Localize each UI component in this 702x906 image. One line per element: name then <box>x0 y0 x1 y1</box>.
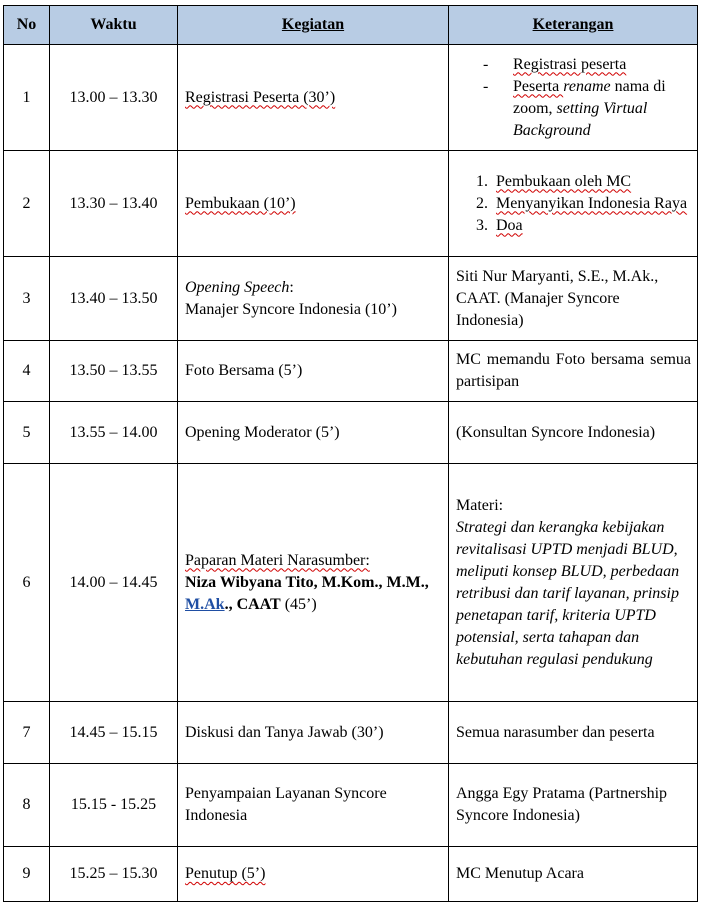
row-kegiatan: Opening Speech: Manajer Syncore Indonesia (10’) <box>178 257 449 341</box>
row-waktu: 13.00 – 13.30 <box>50 45 178 151</box>
row-waktu: 13.30 – 13.40 <box>50 151 178 257</box>
row-kegiatan: Pembukaan (10’) <box>178 151 449 257</box>
schedule-table <box>3 5 698 902</box>
header-no: No <box>4 6 50 45</box>
row-no: 6 <box>4 464 50 702</box>
table-row <box>4 702 698 764</box>
materi-text: Strategi dan kerangka kebijakan revitalisasi UPTD menjadi BLUD, meliputi konsep BLUD, perbedaan retribusi dan tarif layanan, prinsip penetapan tarif, kriteria UPTD potensial, serta tahapan dan kebutuhan regulasi pendukung <box>456 518 680 668</box>
row-waktu: 14.00 – 14.45 <box>50 464 178 702</box>
table-row <box>4 847 698 902</box>
header-kegiatan-label: Kegiatan <box>281 16 345 33</box>
row-no: 1 <box>4 45 50 151</box>
header-kegiatan <box>178 6 449 45</box>
row-kegiatan: Diskusi dan Tanya Jawab (30’) <box>178 702 449 764</box>
row-kegiatan: Registrasi Peserta (30’) <box>178 45 449 151</box>
table-row <box>4 151 698 257</box>
header-keterangan-label: Keterangan <box>532 16 614 33</box>
list-item: - Registrasi peserta <box>483 54 691 76</box>
table-row <box>4 341 698 402</box>
table-row <box>4 402 698 464</box>
row-waktu: 15.25 – 15.30 <box>50 847 178 902</box>
row-kegiatan: Opening Moderator (5’) <box>178 402 449 464</box>
row-waktu: 15.15 - 15.25 <box>50 764 178 847</box>
list-item: 3. Doa <box>492 215 691 237</box>
table-row <box>4 464 698 702</box>
list-item: 1. Pembukaan oleh MC <box>492 171 691 193</box>
header-waktu: Waktu <box>50 6 178 45</box>
list-item: - Peserta rename nama di zoom, setting Virtual Background <box>483 76 691 142</box>
row-keterangan <box>449 45 698 151</box>
row-keterangan: (Konsultan Syncore Indonesia) <box>449 402 698 464</box>
row-keterangan: Angga Egy Pratama (Partnership Syncore Indonesia) <box>449 764 698 847</box>
keterangan-list <box>456 54 691 142</box>
row-keterangan: MC Menutup Acara <box>449 847 698 902</box>
materi-label: Materi: <box>456 496 504 514</box>
row-keterangan: Siti Nur Maryanti, S.E., M.Ak., CAAT. (Manajer Syncore Indonesia) <box>449 257 698 341</box>
row-kegiatan: Penyampaian Layanan Syncore Indonesia <box>178 764 449 847</box>
row-no: 2 <box>4 151 50 257</box>
speaker-degree-link[interactable]: M.Ak <box>185 595 225 613</box>
list-item: 2. Menyanyikan Indonesia Raya <box>492 193 691 215</box>
header-row <box>4 6 698 45</box>
row-keterangan <box>449 151 698 257</box>
row-waktu: 13.40 – 13.50 <box>50 257 178 341</box>
row-no: 7 <box>4 702 50 764</box>
row-kegiatan: Paparan Materi Narasumber: Niza Wibyana Tito, M.Kom., M.M., M.Ak., CAAT (45’) <box>178 464 449 702</box>
table-row <box>4 257 698 341</box>
row-waktu: 13.50 – 13.55 <box>50 341 178 402</box>
row-waktu: 14.45 – 15.15 <box>50 702 178 764</box>
row-keterangan <box>449 464 698 702</box>
row-kegiatan: Penutup (5’) <box>178 847 449 902</box>
row-no: 4 <box>4 341 50 402</box>
header-keterangan <box>449 6 698 45</box>
row-keterangan: Semua narasumber dan peserta <box>449 702 698 764</box>
row-no: 9 <box>4 847 50 902</box>
row-waktu: 13.55 – 14.00 <box>50 402 178 464</box>
row-no: 8 <box>4 764 50 847</box>
table-row <box>4 764 698 847</box>
table-row <box>4 45 698 151</box>
row-kegiatan: Foto Bersama (5’) <box>178 341 449 402</box>
row-no: 5 <box>4 402 50 464</box>
row-no: 3 <box>4 257 50 341</box>
row-keterangan: MC memandu Foto bersama semua partisipan <box>449 341 698 402</box>
keterangan-list <box>456 171 691 237</box>
